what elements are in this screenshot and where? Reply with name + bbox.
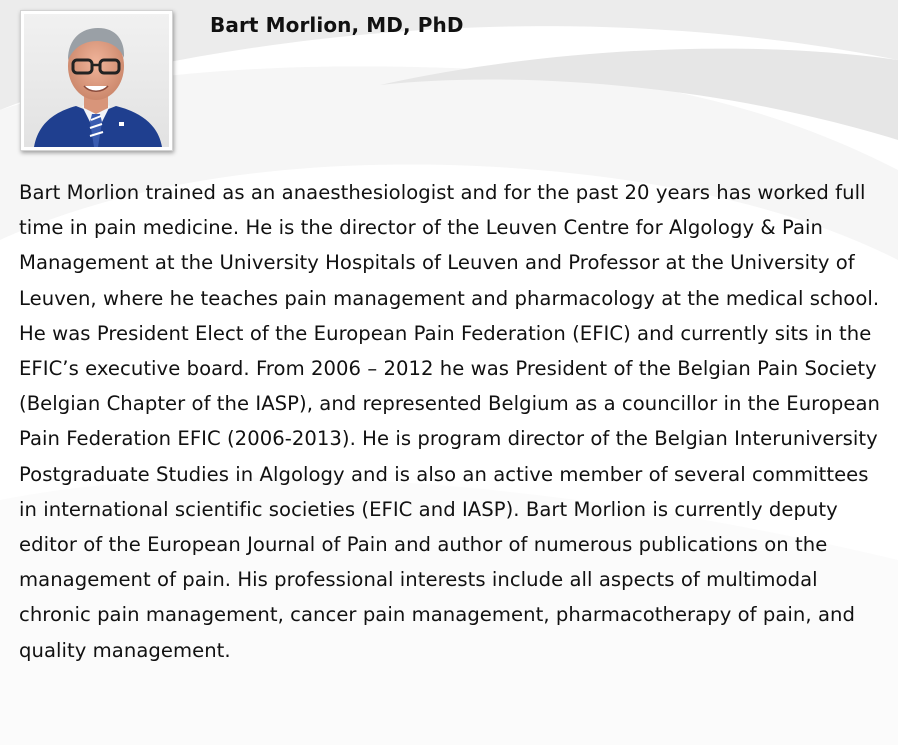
speaker-name: Bart Morlion, MD, PhD (210, 13, 464, 37)
speaker-bio: Bart Morlion trained as an anaesthesiologist and for the past 20 years has worked full time in pain medicine. He is the director of the Leuven Centre for Algology & Pain Management at the University Hospitals of Leuven and Professor at the University of Leuven, where he teaches pain management and pharmacology at the medical school. He was President Elect of the European Pain Federation (EFIC) and currently sits in the EFIC’s executive board. From 2006 – 2012 he was President of the Belgian Pain Society (Belgian Chapter of the IASP), and represented Belgium as a councillor in the European Pain Federation EFIC (2006-2013). He is program director of the Belgian Interuniversity Postgraduate Studies in Algology and is also an active member of several committees in international scientific societies (EFIC and IASP). Bart Morlion is currently deputy editor of the European Journal of Pain and author of numerous publications on the management of pain. His professional interests include all aspects of multimodal chronic pain management, cancer pain management, pharmacotherapy of pain, and quality management. (19, 181, 880, 662)
profile-photo (20, 10, 173, 151)
portrait-photo-icon (24, 14, 169, 147)
